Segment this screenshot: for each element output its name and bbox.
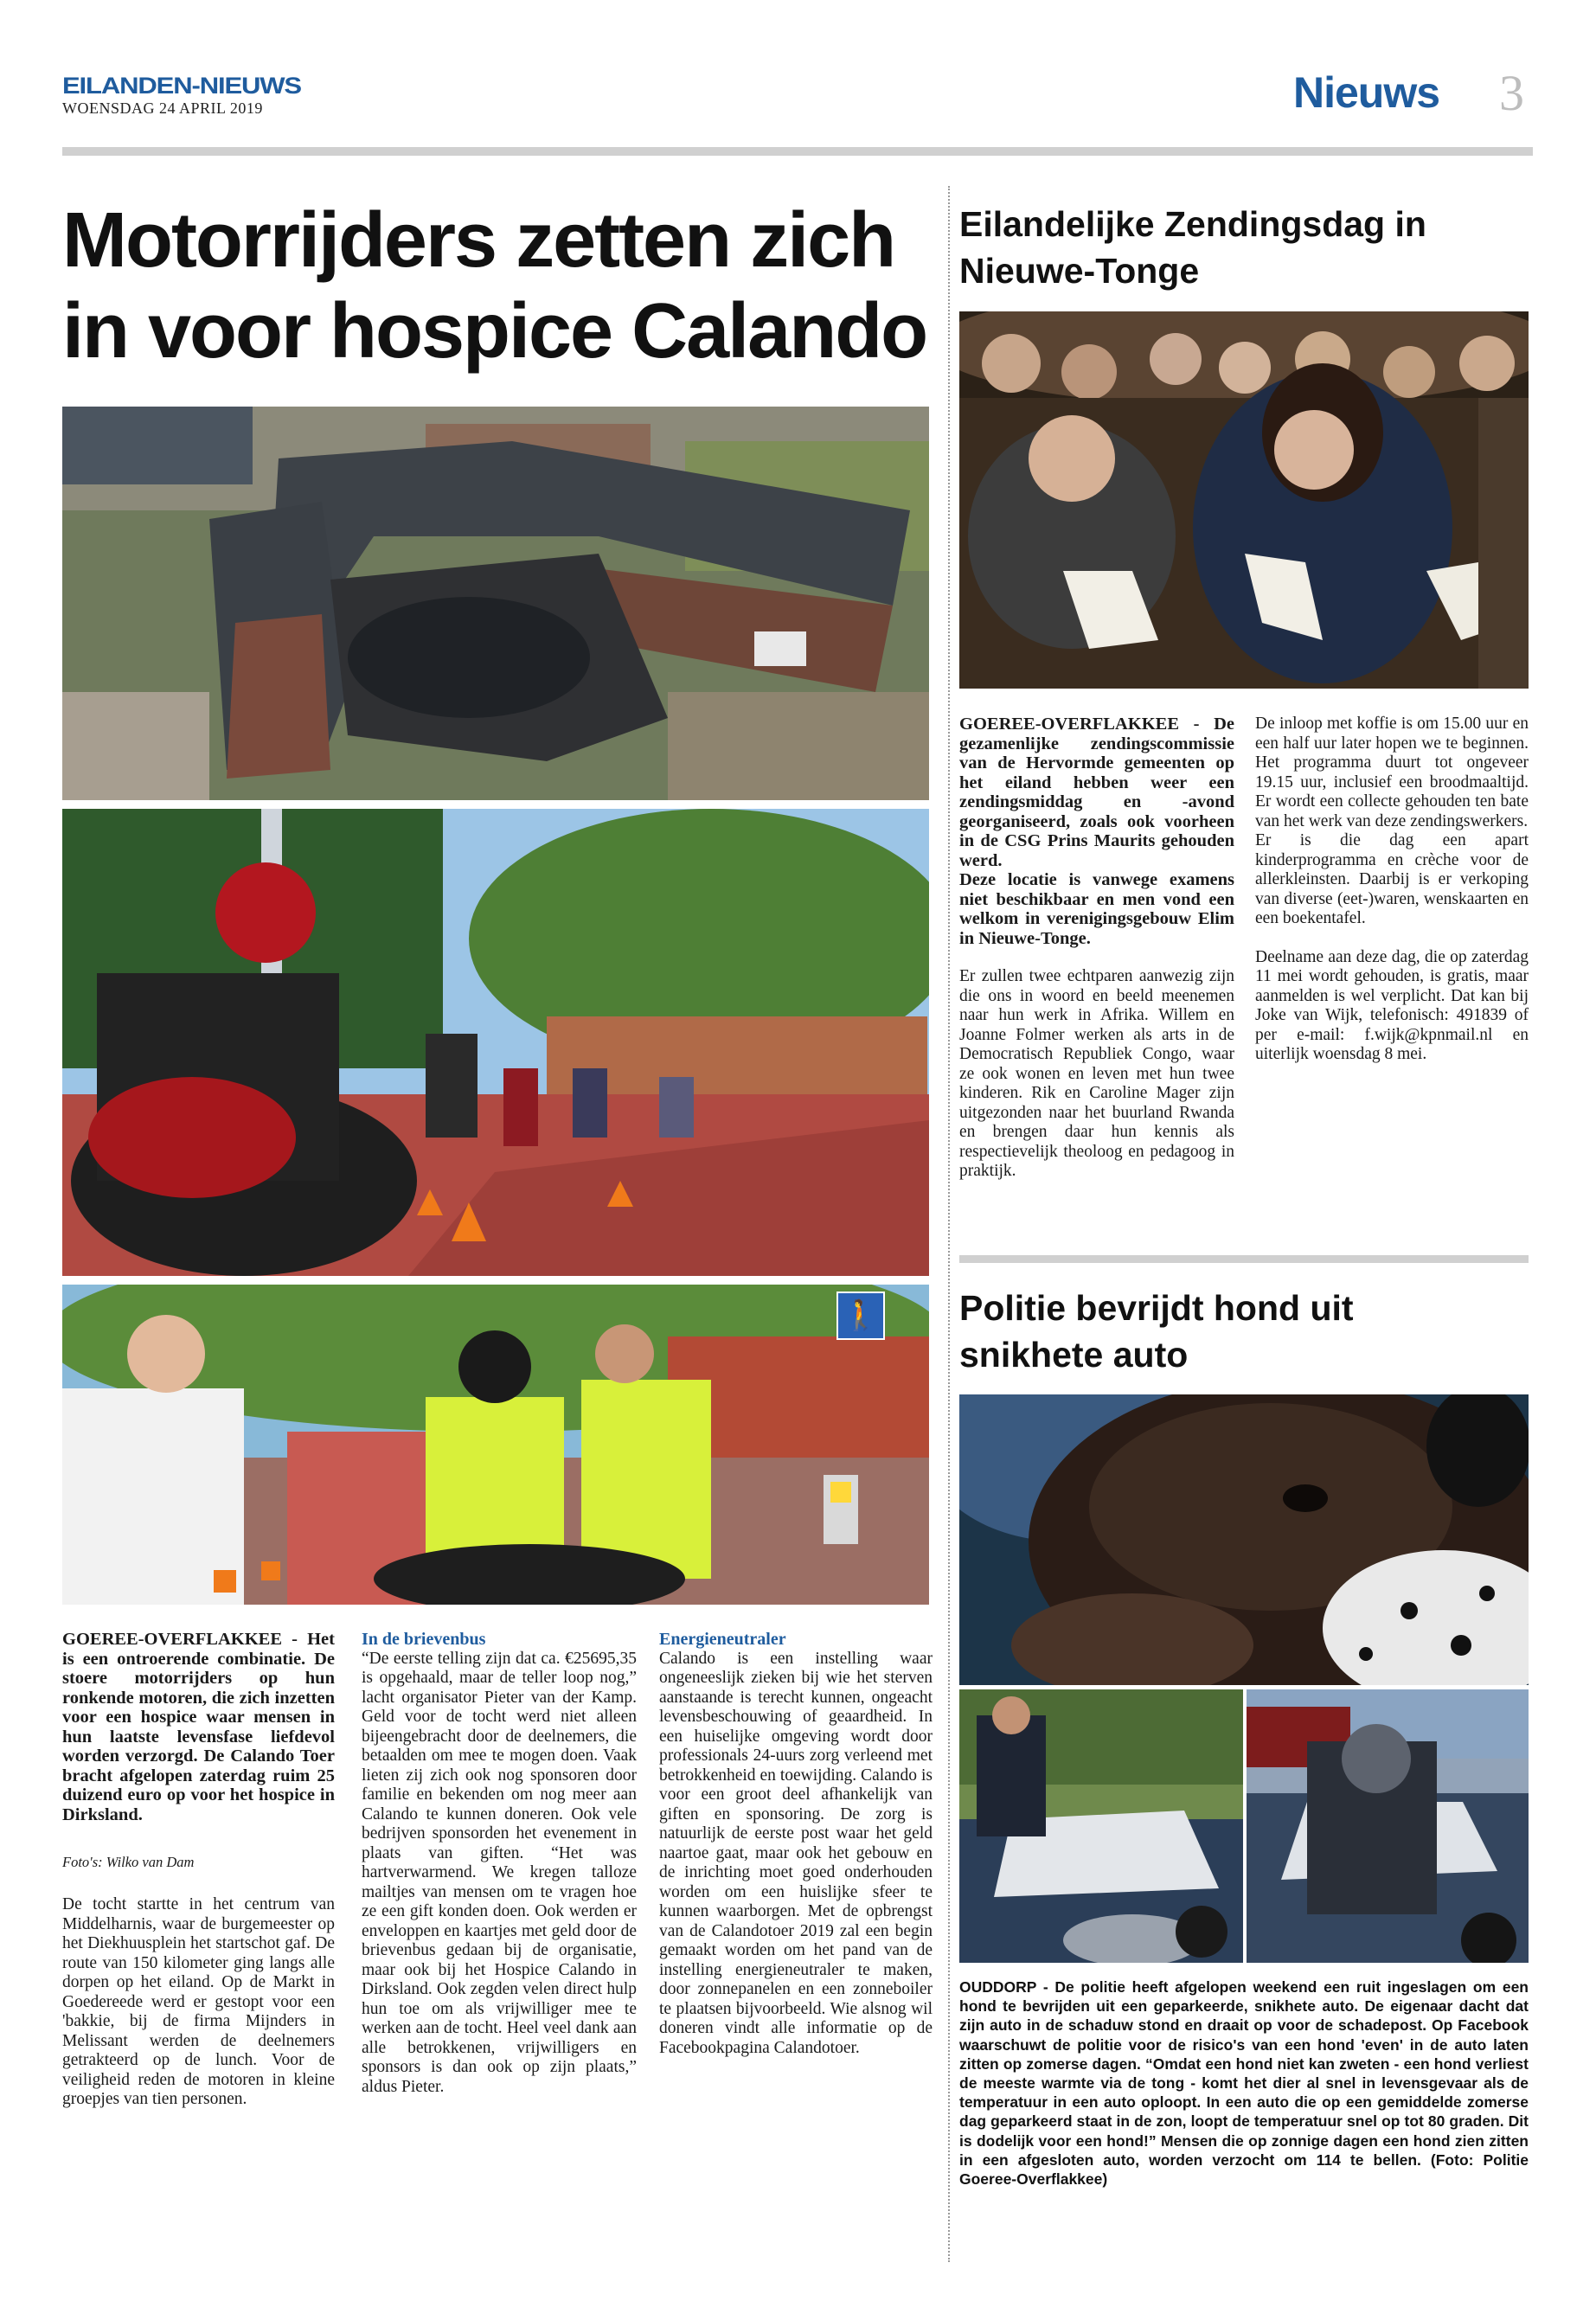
side1-column-1 [959,715,1234,1182]
dog-caption: OUDDORP - De politie heeft afgelopen weekend een ruit ingeslagen om een hond te bevrijden uit een geparkeerde, snikhete auto. De eigenaar dacht dat zijn auto in de schaduw stond en draait op voor de schadepost. Op Facebook waarschuwt de politie voor de risico's van een hond 'even' in de auto laten zitten op zomerse dagen. “Omdat een hond niet kan zweten - een hond verliest de meeste warmte via de tong - komt het dier al snel in levensgevaar als de temperatuur in een auto oploopt. In een auto die op een gemiddelde zomerse dag geparkeerd staat in de zon, loopt de temperatuur snel op tot 80 graden. Dit is dodelijk voor een hond!” Mensen die op zonnige dagen een hond zien zitten in een afgesloten auto, worden verzocht om 114 te bellen. (Foto: Politie Goeree-Overflakkee) [959,1978,1529,2189]
police-photo-left [959,1689,1243,1963]
aerial-photo [62,407,929,800]
church-audience-photo [959,311,1529,689]
main-column-3 [659,1630,933,2058]
main-column-2 [362,1630,637,2097]
motorcycles-photo [62,809,929,1276]
masthead-logo: EILANDEN-NIEUWS [62,73,301,99]
side1-col2-p2: Er is die dag een apart kinderprogramma en crèche voor de allerkleinsten. Daarbij is er verkoping van diverse (eet-)waren, wenskaarten en een boekentafel. [1255,831,1529,927]
side1-col2-p1: De inloop met koffie is om 15.00 uur en een half uur later hopen we te beginnen. Het programma duurt tot ongeveer 19.15 uur, inclusief een broodmaaltijd. Er wordt een collecte gehouden ten bate van het werk van deze zendingswerkers. [1255,715,1529,830]
column-divider [948,186,950,2262]
pedestrian-crossing-sign-icon: 🚶 [836,1292,885,1340]
side1-lead-2: Deze locatie is vanwege examens niet beschikbaar en men vond een welkom in verenigingsgebouw Elim in Nieuwe-Tonge. [959,870,1234,948]
side1-col2-p3: Deelname aan deze dag, die op zaterdag 11 mei wordt gehouden, is gratis, maar aanmelden is wel verplicht. Dat kan bij Joke van Wijk, telefonisch: 491839 of per e-mail: f.wijk@kpnmail.nl en uiterlijk woensdag 8 mei. [1255,947,1529,1063]
main-column-1 [62,1630,335,2110]
issue-date: WOENSDAG 24 APRIL 2019 [62,99,263,117]
side-rule [959,1255,1529,1263]
side1-column-2 [1255,715,1529,1065]
subhead-energieneutraler: Energieneutraler [659,1630,786,1649]
main-col2-body: “De eerste telling zijn dat ca. €25695,35 is opgehaald, maar de teller loop nog,” lacht organisator Pieter van der Kamp. Geld voor de tocht werd niet alleen bijeengebracht door de deelnemers, die betaalden om mee te mogen doen. Vaak lieten zij zich ook nog sponsoren door familie en bekenden om nog meer aan Calando te kunnen doneren. Ook vele bedrijven sponsorden het evenement in plaats van giften. “Het was hartverwarmend. We kregen talloze mailtjes van mensen om te vragen hoe ze een gift konden doen. Ook werden er enveloppen en kaartjes met geld door de brievenbus gedaan bij de organisatie, maar ook bij het Hospice Calando in Dirksland. Ook zegden velen direct hulp hun toe om als vrijwilliger mee te werken aan de tocht. Heel veel dank aan alle betrokkenen, vrijwilligers en sponsors is dan ook op zijn plaats,” aldus Pieter. [362,1649,637,2096]
side1-headline: Eilandelijke Zendingsdag in Nieuwe-Tonge [959,204,1426,291]
start-photo [62,1285,929,1605]
subhead-brievenbus: In de brievenbus [362,1630,486,1649]
side1-lead-1: GOEREE-OVERFLAKKEE - De gezamenlijke zendingscommissie van de Hervormde gemeenten op het eiland hebben weer een zendingsmiddag en -avond georganiseerd, zoals ook voorheen in de CSG Prins Maurits gehouden werd. [959,715,1234,870]
main-lead: GOEREE-OVERFLAKKEE - Het is een ontroerende combinatie. De stoere motorrijders op hun ronkende motoren, die zich inzetten voor een hospice waar mensen in hun laatste levensfase liefdevol worden verzorgd. De Calando Toer bracht afgelopen zaterdag ruim 25 duizend euro op voor het hospice in Dirksland. [62,1630,335,1824]
page-number: 3 [1499,65,1524,121]
main-col1-body: De tocht startte in het centrum van Middelharnis, waar de burgemeester op het Diekhuusplein het startschot gaf. De route van 150 kilometer ging langs alle dorpen op het eiland. Op de Markt in Goedereede werd er gestopt voor een 'bakkie, bij de firma Mijnders in Melissant werden de deelnemers getrakteerd op de lunch. Voor de veiligheid reden de motoren in kleine groepjes van tien personen. [62,1895,335,2108]
side2-headline: Politie bevrijdt hond uit snikhete auto [959,1288,1354,1375]
police-photo-right [1247,1689,1529,1963]
photo-credit: Foto's: Wilko van Dam [62,1854,195,1870]
side1-col1-body: Er zullen twee echtparen aanwezig zijn die ons in woord en beeld meenemen naar hun werk in Afrika. Willem en Joanne Folmer werken als arts in de Democratisch Republiek Congo, waar ze ook wonen en leven met hun twee kinderen. Rik en Caroline Mager zijn uitgezonden naar het buurland Rwanda en brengen daar hun kennis als respectievelijk theoloog en pedagoog in praktijk. [959,967,1234,1180]
dog-photo [959,1394,1529,1685]
top-rule [62,147,1533,156]
main-col3-body: Calando is een instelling waar ongeneeslijk zieken bij wie het sterven aanstaande is terecht kunnen, ongeacht levensbeschouwing of geaardheid. In een huiselijke omgeving wordt door professionals 24-uurs zorg verleend met betrokkenheid en toewijding. Calando is voor een groot deel afhankelijk van giften en sponsoring. De zorg is natuurlijk de eerste post waar het geld naartoe gaat, maar ook het gebouw en de inrichting moet goed onderhouden worden om een huislijke sfeer te kunnen waarborgen. Met de opbrengst van de Calandotoer 2019 zal een begin gemaakt worden om het pand van de instelling energieneutraler te maken, door zonnepanelen en een zonneboiler te plaatsen bijvoorbeeld. Wie alsnog wil doneren vindt alle informatie op de Facebookpagina Calandotoer. [659,1649,933,2057]
main-headline: Motorrijders zetten zich in voor hospice Calando [62,197,927,375]
section-title: Nieuws [1293,68,1440,117]
